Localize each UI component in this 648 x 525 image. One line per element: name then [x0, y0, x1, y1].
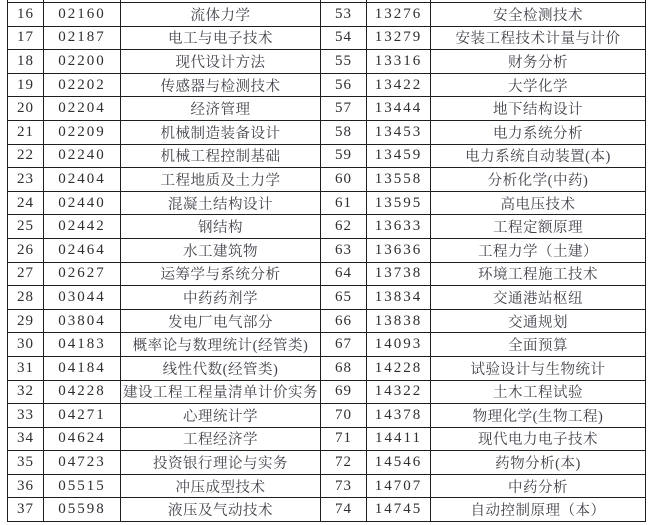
- seq-cell: 32: [8, 380, 44, 404]
- table-row: [8, 404, 646, 428]
- course-name-cell: 工程定额原理: [431, 215, 646, 239]
- table-row: [8, 191, 646, 215]
- course-code-cell: 04184: [44, 356, 121, 380]
- seq-cell: 72: [321, 451, 367, 475]
- course-code-cell: 13279: [367, 26, 431, 50]
- course-name-cell: 物理化学(生物工程): [431, 404, 646, 428]
- seq-cell: 63: [321, 238, 367, 262]
- seq-cell: 70: [321, 404, 367, 428]
- course-name-cell: 工程力学（土建）: [431, 238, 646, 262]
- course-code-cell: 04723: [44, 451, 121, 475]
- seq-cell: 19: [8, 73, 44, 97]
- seq-cell: 71: [321, 427, 367, 451]
- seq-cell: 34: [8, 427, 44, 451]
- course-name-cell: 液压及气动技术: [121, 498, 321, 522]
- course-name-cell: 机械工程控制基础: [121, 144, 321, 168]
- seq-cell: 23: [8, 168, 44, 192]
- course-code-cell: 13636: [367, 238, 431, 262]
- seq-cell: 66: [321, 309, 367, 333]
- course-code-cell: 02160: [44, 3, 121, 27]
- course-name-cell: 运筹学与系统分析: [121, 262, 321, 286]
- course-code-cell: 13633: [367, 215, 431, 239]
- course-name-cell: 发电厂电气部分: [121, 309, 321, 333]
- course-name-cell: 工程地质及土力学: [121, 168, 321, 192]
- table-row: [8, 26, 646, 50]
- table-row: [8, 73, 646, 97]
- course-code-table: [7, 0, 646, 522]
- course-name-cell: 中药药剂学: [121, 286, 321, 310]
- course-name-cell: 机械制造装备设计: [121, 120, 321, 144]
- course-code-cell: 02627: [44, 262, 121, 286]
- course-code-cell: 02204: [44, 97, 121, 121]
- course-code-cell: 13444: [367, 97, 431, 121]
- seq-cell: 53: [321, 3, 367, 27]
- seq-cell: 67: [321, 333, 367, 357]
- table-row: [8, 380, 646, 404]
- table-row: [8, 427, 646, 451]
- course-name-cell: 安全检测技术: [431, 3, 646, 27]
- course-name-cell: 交通规划: [431, 309, 646, 333]
- course-code-cell: 02202: [44, 73, 121, 97]
- seq-cell: 26: [8, 238, 44, 262]
- table-row: [8, 474, 646, 498]
- table-row: [8, 168, 646, 192]
- table-row: [8, 3, 646, 27]
- seq-cell: 57: [321, 97, 367, 121]
- course-name-cell: 电力系统自动装置(本): [431, 144, 646, 168]
- seq-cell: 68: [321, 356, 367, 380]
- course-code-cell: 02209: [44, 120, 121, 144]
- course-code-cell: 13453: [367, 120, 431, 144]
- seq-cell: 62: [321, 215, 367, 239]
- course-name-cell: 建设工程工程量清单计价实务: [121, 380, 321, 404]
- course-code-cell: 02464: [44, 238, 121, 262]
- seq-cell: 54: [321, 26, 367, 50]
- table-row: [8, 333, 646, 357]
- seq-cell: 59: [321, 144, 367, 168]
- seq-cell: 21: [8, 120, 44, 144]
- course-name-cell: 环境工程施工技术: [431, 262, 646, 286]
- seq-cell: 55: [321, 50, 367, 74]
- seq-cell: 65: [321, 286, 367, 310]
- course-name-cell: 现代设计方法: [121, 50, 321, 74]
- course-code-cell: 13595: [367, 191, 431, 215]
- course-code-cell: 02440: [44, 191, 121, 215]
- course-name-cell: 全面预算: [431, 333, 646, 357]
- seq-cell: 16: [8, 3, 44, 27]
- course-code-cell: 05598: [44, 498, 121, 522]
- course-name-cell: 投资银行理论与实务: [121, 451, 321, 475]
- table-row: [8, 215, 646, 239]
- course-name-cell: 流体力学: [121, 3, 321, 27]
- course-code-cell: 02187: [44, 26, 121, 50]
- course-code-cell: 14707: [367, 474, 431, 498]
- course-code-cell: 04624: [44, 427, 121, 451]
- seq-cell: 73: [321, 474, 367, 498]
- seq-cell: 31: [8, 356, 44, 380]
- course-code-cell: 13834: [367, 286, 431, 310]
- course-name-cell: 药物分析(本): [431, 451, 646, 475]
- table-row: [8, 120, 646, 144]
- course-name-cell: 经济管理: [121, 97, 321, 121]
- seq-cell: 18: [8, 50, 44, 74]
- table-body: [8, 0, 646, 522]
- course-name-cell: 土木工程试验: [431, 380, 646, 404]
- course-code-cell: 03044: [44, 286, 121, 310]
- seq-cell: 37: [8, 498, 44, 522]
- course-name-cell: 自动控制原理（本）: [431, 498, 646, 522]
- seq-cell: 69: [321, 380, 367, 404]
- course-name-cell: 财务分析: [431, 50, 646, 74]
- course-name-cell: 概率论与数理统计(经管类): [121, 333, 321, 357]
- course-code-cell: 03804: [44, 309, 121, 333]
- course-code-cell: 14378: [367, 404, 431, 428]
- table-row: [8, 238, 646, 262]
- course-name-cell: 交通港站枢纽: [431, 286, 646, 310]
- course-code-cell: 04228: [44, 380, 121, 404]
- course-name-cell: 地下结构设计: [431, 97, 646, 121]
- seq-cell: 35: [8, 451, 44, 475]
- course-name-cell: 高电压技术: [431, 191, 646, 215]
- seq-cell: 30: [8, 333, 44, 357]
- course-name-cell: 大学化学: [431, 73, 646, 97]
- course-code-cell: 14546: [367, 451, 431, 475]
- table-row: [8, 356, 646, 380]
- course-code-cell: 04271: [44, 404, 121, 428]
- course-code-cell: 02240: [44, 144, 121, 168]
- seq-cell: 28: [8, 286, 44, 310]
- table-row: [8, 262, 646, 286]
- course-name-cell: 安装工程技术计量与计价: [431, 26, 646, 50]
- course-code-cell: 14228: [367, 356, 431, 380]
- course-name-cell: 中药分析: [431, 474, 646, 498]
- course-code-cell: 14745: [367, 498, 431, 522]
- course-name-cell: 分析化学(中药): [431, 168, 646, 192]
- table-row: [8, 451, 646, 475]
- course-code-cell: 14093: [367, 333, 431, 357]
- course-code-cell: 13316: [367, 50, 431, 74]
- course-code-cell: 02200: [44, 50, 121, 74]
- table-row: [8, 498, 646, 522]
- course-name-cell: 电工与电子技术: [121, 26, 321, 50]
- seq-cell: 61: [321, 191, 367, 215]
- seq-cell: 25: [8, 215, 44, 239]
- course-name-cell: 工程经济学: [121, 427, 321, 451]
- seq-cell: 24: [8, 191, 44, 215]
- course-name-cell: 电力系统分析: [431, 120, 646, 144]
- course-code-cell: 13276: [367, 3, 431, 27]
- table-row: [8, 97, 646, 121]
- seq-cell: 36: [8, 474, 44, 498]
- table-row: [8, 309, 646, 333]
- course-name-cell: 现代电力电子技术: [431, 427, 646, 451]
- table-row: [8, 50, 646, 74]
- seq-cell: 58: [321, 120, 367, 144]
- seq-cell: 20: [8, 97, 44, 121]
- course-name-cell: 线性代数(经管类): [121, 356, 321, 380]
- course-code-cell: 14411: [367, 427, 431, 451]
- seq-cell: 60: [321, 168, 367, 192]
- table-row: [8, 144, 646, 168]
- seq-cell: 64: [321, 262, 367, 286]
- course-name-cell: 试验设计与生物统计: [431, 356, 646, 380]
- seq-cell: 22: [8, 144, 44, 168]
- seq-cell: 33: [8, 404, 44, 428]
- course-code-cell: 13738: [367, 262, 431, 286]
- course-code-cell: 02442: [44, 215, 121, 239]
- seq-cell: 56: [321, 73, 367, 97]
- course-code-cell: 13459: [367, 144, 431, 168]
- course-code-cell: 05515: [44, 474, 121, 498]
- course-name-cell: 冲压成型技术: [121, 474, 321, 498]
- course-code-cell: 04183: [44, 333, 121, 357]
- course-name-cell: 混凝土结构设计: [121, 191, 321, 215]
- table-row: [8, 286, 646, 310]
- seq-cell: 27: [8, 262, 44, 286]
- course-code-cell: 13558: [367, 168, 431, 192]
- course-code-cell: 13838: [367, 309, 431, 333]
- seq-cell: 74: [321, 498, 367, 522]
- course-name-cell: 水工建筑物: [121, 238, 321, 262]
- seq-cell: 29: [8, 309, 44, 333]
- course-name-cell: 传感器与检测技术: [121, 73, 321, 97]
- course-name-cell: 钢结构: [121, 215, 321, 239]
- course-code-cell: 13422: [367, 73, 431, 97]
- course-code-cell: 02404: [44, 168, 121, 192]
- seq-cell: 17: [8, 26, 44, 50]
- course-name-cell: 心理统计学: [121, 404, 321, 428]
- course-code-cell: 14322: [367, 380, 431, 404]
